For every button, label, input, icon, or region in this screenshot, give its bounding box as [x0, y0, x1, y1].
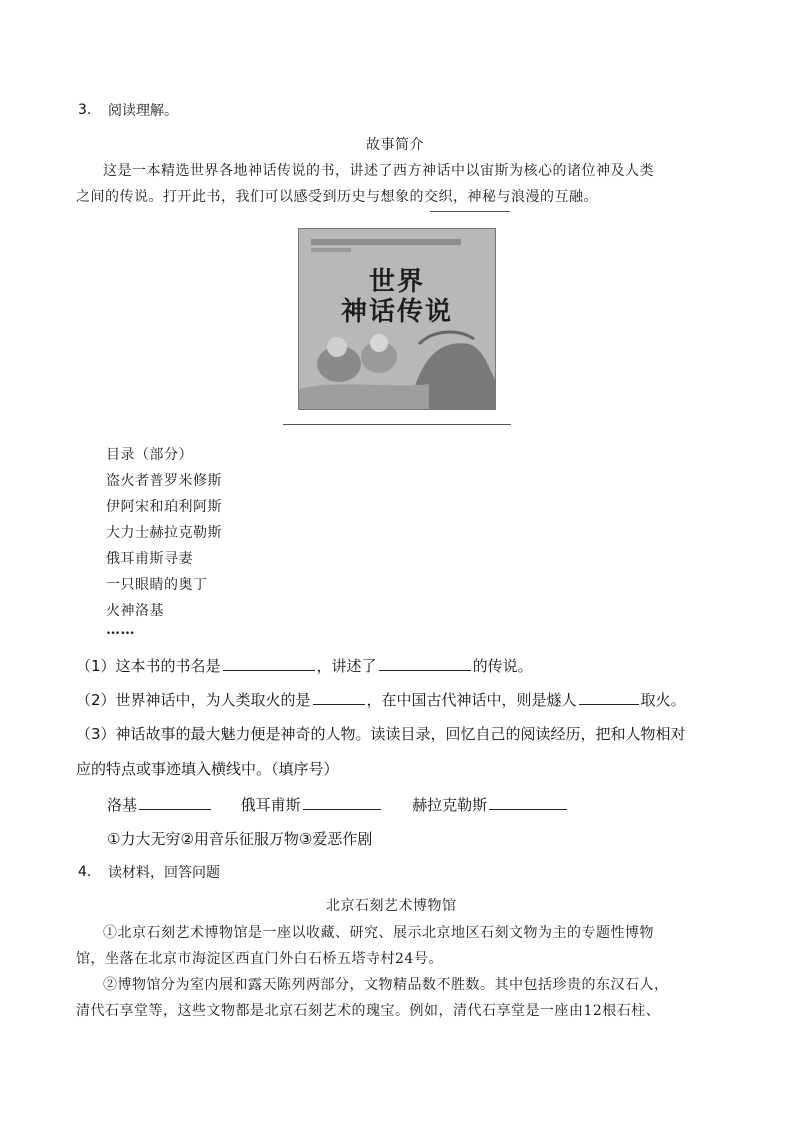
- answer-blank-book-title[interactable]: [223, 656, 315, 671]
- book-cover-image: [298, 228, 496, 410]
- sub2-text-b: ，在中国古代神话中，则是燧人: [366, 691, 577, 709]
- cover-title-line-2: 神话传说: [340, 297, 453, 327]
- toc-item: 大力士赫拉克勒斯: [106, 525, 222, 541]
- answer-blank-loki[interactable]: [139, 795, 211, 810]
- sub3-line-1: （3）神话故事的最大魅力便是神奇的人物。读读目录，回忆自己的阅读经历，把和人物相对: [76, 725, 686, 743]
- q3-title: 阅读理解。: [108, 103, 178, 119]
- toc-item: 火神洛基: [106, 603, 164, 619]
- answer-blank-legend-subject[interactable]: [379, 656, 471, 671]
- intro-line-2: 之间的传说。打开此书，我们可以感受到历史与想象的交织，神秘与浪漫的互融。: [76, 189, 598, 205]
- scan-rule-top: [430, 211, 510, 212]
- answer-blank-fire-method[interactable]: [579, 690, 639, 705]
- name-heracles: 赫拉克勒斯: [412, 796, 488, 814]
- sub1-text-c: 的传说。: [472, 657, 533, 675]
- cover-title-line-1: 世界: [368, 267, 425, 297]
- answer-options: ①力大无穷②用音乐征服万物③爱恶作剧: [107, 830, 373, 848]
- name-loki: 洛基: [107, 796, 138, 814]
- sub-question-2: [76, 689, 686, 710]
- toc-ellipsis: ……: [106, 622, 135, 638]
- answer-blank-fire-bringer[interactable]: [313, 690, 365, 705]
- intro-line-1: 这是一本精选世界各地神话传说的书，讲述了西方神话中以宙斯为核心的诸位神及人类: [103, 163, 654, 179]
- sub2-text-a: （2）世界神话中，为人类取火的是: [76, 691, 311, 709]
- cover-illustration: [299, 229, 495, 409]
- sub-question-1: [76, 655, 533, 676]
- museum-heading: 北京石刻艺术博物馆: [326, 898, 457, 914]
- p1-line-1: ①北京石刻艺术博物馆是一座以收藏、研究、展示北京地区石刻文物为主的专题性博物: [103, 925, 654, 941]
- toc-title: 目录（部分）: [106, 447, 193, 463]
- toc-item: 盗火者普罗米修斯: [106, 473, 222, 489]
- p2-line-1: ②博物馆分为室内展和露天陈列两部分，文物精品数不胜数。其中包括珍贵的东汉石人，: [103, 977, 669, 993]
- scan-rule-bottom: [283, 424, 511, 425]
- name-row: [107, 794, 569, 815]
- toc-item: 伊阿宋和珀利阿斯: [106, 499, 222, 515]
- answer-blank-heracles[interactable]: [489, 795, 567, 810]
- p2-line-2: 清代石享堂等，这些文物都是北京石刻艺术的瑰宝。例如，清代石享堂是一座由12根石柱、: [76, 1003, 661, 1019]
- q3-number: 3.: [78, 102, 92, 118]
- q4-title: 读材料，回答问题: [108, 865, 220, 881]
- story-heading: 故事简介: [366, 137, 424, 153]
- sub1-text-b: ，讲述了: [316, 657, 377, 675]
- toc-item: 一只眼睛的奥丁: [106, 577, 208, 593]
- sub1-text-a: （1）这本书的书名是: [76, 657, 221, 675]
- name-orpheus: 俄耳甫斯: [240, 796, 301, 814]
- sub3-line-2: 应的特点或事迹填入横线中。（填序号）: [76, 760, 339, 778]
- q4-number: 4.: [78, 864, 92, 880]
- sub2-text-c: 取火。: [640, 691, 686, 709]
- toc-item: 俄耳甫斯寻妻: [106, 551, 193, 567]
- answer-blank-orpheus[interactable]: [303, 795, 381, 810]
- p1-line-2: 馆，坐落在北京市海淀区西直门外白石桥五塔寺村24号。: [76, 951, 443, 967]
